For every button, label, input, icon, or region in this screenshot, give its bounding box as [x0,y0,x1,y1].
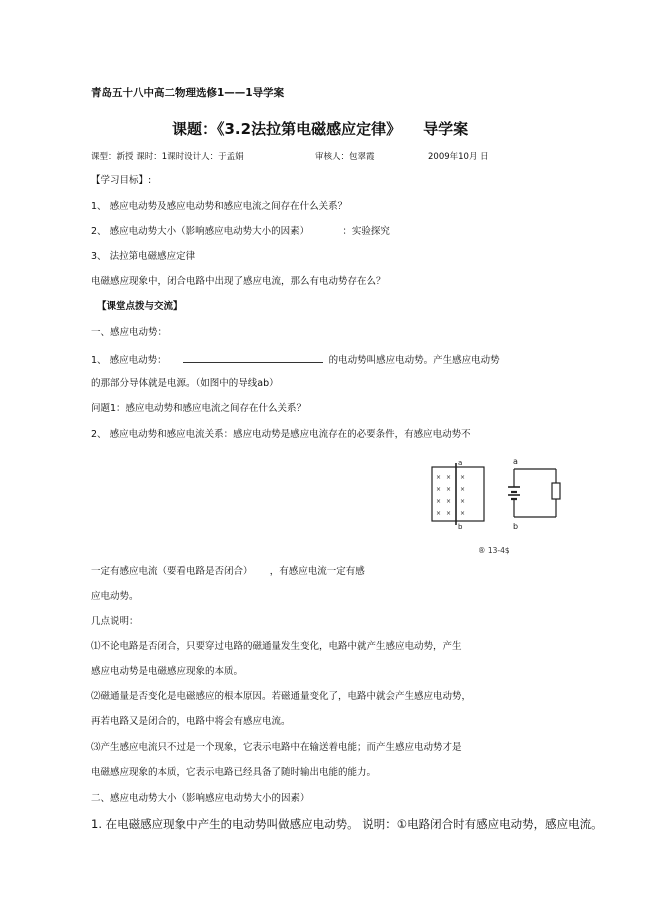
svg-text:×: × [446,474,452,481]
circuit-label-a: a [513,457,518,466]
note-line: ⑵磁通量是否变化是电磁感应的根本原因。若磁通量变化了，电路中就会产生感应电动势， [91,691,472,702]
circuit-figure [430,455,570,535]
intro-question: 电磁感应现象中，闭合电路中出现了感应电流，那么有电动势存在么？ [91,276,386,287]
note-line: ⑶产生感应电流只不过是一个现象，它表示电路中在输送着电能；而产生感应电动势才是 [91,742,462,753]
emf-definition [91,354,500,366]
goal-item-2-suffix: ：实验探究 [342,226,390,237]
goal-item-3: 3、 法拉第电磁感应定律 [91,251,196,262]
magnetic-field-crosses [436,474,465,517]
goal-item-1: 1、 感应电动势及感应电动势和感应电流之间存在什么关系？ [91,201,348,212]
emf-definition-line2: 的那部分导体就是电源。（如图中的导线ab） [91,378,279,389]
svg-text:×: × [446,498,452,505]
figure-caption: ® 13-4$ [478,546,510,555]
rod-label-a: a [458,459,463,467]
svg-text:×: × [460,510,466,517]
svg-text:×: × [436,486,442,493]
emf-current-relation: 2、 感应电动势和感应电流关系：感应电动势是感应电流存在的必要条件，有感应电动势不 [91,429,471,440]
svg-text:×: × [446,510,452,517]
svg-text:×: × [460,486,466,493]
svg-text:×: × [460,474,466,481]
svg-text:×: × [436,498,442,505]
svg-text:×: × [436,510,442,517]
course-info: 课型：新授 课时：1课时设计人：于孟娟 [91,152,244,162]
relation-cont-3: 应电动势。 [91,591,139,602]
relation-continued [91,567,365,577]
goal-item-2 [91,227,390,237]
circuit-label-b: b [513,522,519,531]
emf-definition-prefix: 1、 感应电动势： [91,355,167,366]
fill-in-blank [183,354,323,363]
document-header: 青岛五十八中高二物理选修1——1导学案 [91,87,285,99]
note-line: 再若电路又是闭合的，电路中将会有感应电流。 [91,716,291,727]
note-line: 电磁感应现象的本质，它表示电路已经具备了随时输出电能的能力。 [91,767,377,778]
section-heading: 【课堂点拨与交流】 [97,301,183,312]
title-sub: 导学案 [423,120,469,138]
title-main: 课题：《3.2法拉第电磁感应定律》 [172,120,402,138]
relation-cont-2: ，有感应电流一定有感 [269,566,365,577]
reviewer-info: 审核人：包翠霞 [315,152,375,162]
part2-line-1: 1. 在电磁感应现象中产生的电动势叫做感应电动势。 说明：①电路闭合时有感应电动势，感应电流。 [91,817,603,831]
svg-text:×: × [446,486,452,493]
note-line: ⑴不论电路是否闭合，只要穿过电路的磁通量发生变化，电路中就产生感应电动势，产生 [91,641,462,652]
svg-text:×: × [436,474,442,481]
part2-heading: 二、感应电动势大小（影响感应电动势大小的因素） [91,793,310,804]
notes-heading: 几点说明： [91,616,139,627]
goal-item-2-text: 2、 感应电动势大小（影响感应电动势大小的因素） [91,226,305,237]
emf-definition-suffix: 的电动势叫感应电动势。产生感应电动势 [328,355,500,366]
date-info: 2009年10月 日 [428,152,489,162]
svg-text:×: × [460,498,466,505]
question-1: 问题1：感应电动势和感应电流之间存在什么关系？ [91,403,307,414]
equivalent-circuit [508,469,560,517]
goals-heading: 【学习目标】: [91,175,152,186]
relation-cont-1: 一定有感应电流（要看电路是否闭合） [91,566,248,577]
note-line: 感应电动势是电磁感应现象的本质。 [91,666,244,677]
rod-label-b: b [458,523,463,531]
part1-heading: 一、感应电动势： [91,327,168,338]
page-title [172,118,468,139]
